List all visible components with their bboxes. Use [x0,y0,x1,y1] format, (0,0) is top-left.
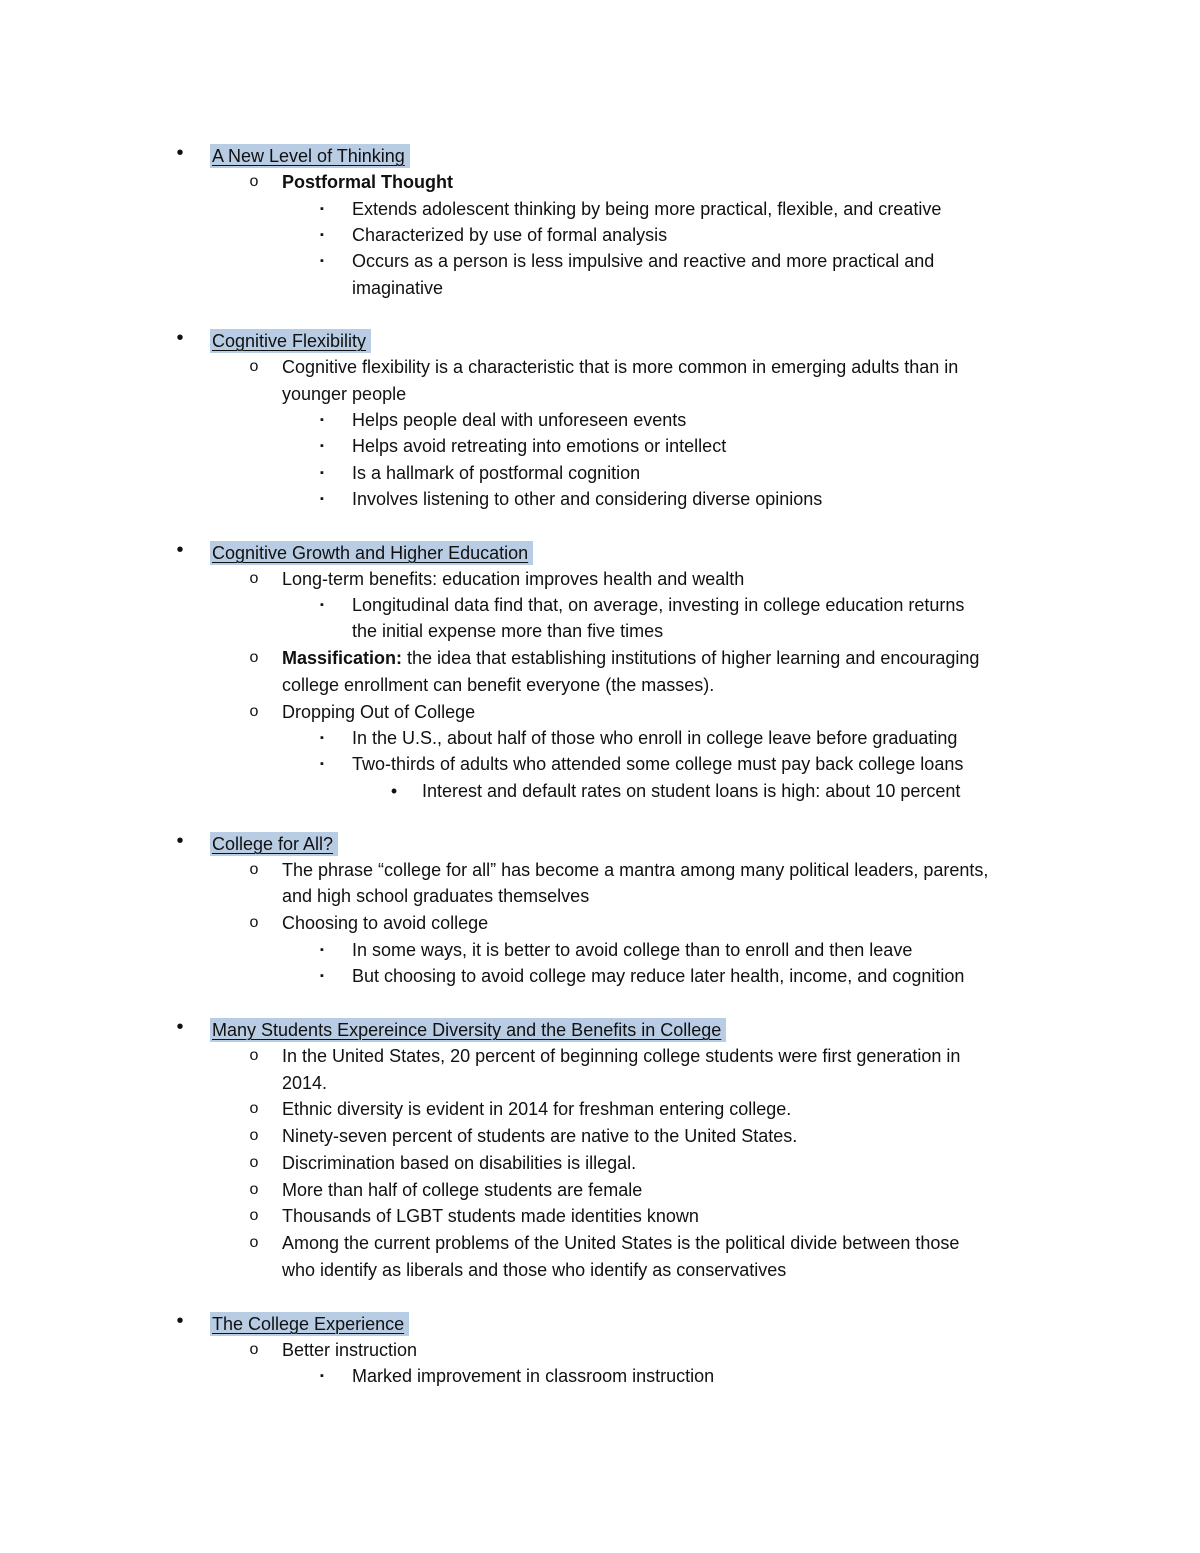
list-item [282,645,979,671]
level4-bullet: • [390,781,398,801]
list-item: More than half of college students are female [282,1180,643,1200]
list-item: Characterized by use of formal analysis [352,225,668,245]
list-item: Is a hallmark of postformal cognition [352,463,641,483]
list-item: Choosing to avoid college [282,913,489,933]
list-item: Marked improvement in classroom instruction [352,1366,715,1386]
list-item: In the United States, 20 percent of beginning college students were first generation in [282,1046,961,1066]
level2-bullet: o [249,1341,259,1358]
level2-bullet: o [249,358,259,375]
list-item: Discrimination based on disabilities is illegal. [282,1153,637,1173]
list-item: Ninety-seven percent of students are native to the United States. [282,1126,798,1146]
list-item: The phrase “college for all” has become a mantra among many political leaders, parents, [282,860,989,880]
list-item-continuation: younger people [282,384,407,404]
level2-bullet: o [249,703,259,720]
list-item: Thousands of LGBT students made identities known [282,1206,699,1226]
list-item: Interest and default rates on student loans is high: about 10 percent [422,781,961,801]
level3-bullet: ▪ [320,414,324,426]
section-heading [210,1311,409,1337]
list-item: Helps people deal with unforeseen events [352,410,687,430]
level1-bullet: • [176,1016,184,1038]
heading-text: A New Level of Thinking [210,144,410,168]
heading-text: College for All? [210,832,338,856]
list-item-continuation: the initial expense more than five times [352,621,664,641]
level2-bullet: o [249,1047,259,1064]
list-item: Longitudinal data find that, on average, investing in college education returns [352,595,965,615]
section-heading [210,831,338,857]
list-item: Occurs as a person is less impulsive and reactive and more practical and [352,251,935,271]
level2-bullet: o [249,1100,259,1117]
section-heading [210,143,410,169]
level3-bullet: ▪ [320,758,324,770]
level2-bullet: o [249,1234,259,1251]
list-item-continuation: and high school graduates themselves [282,886,590,906]
list-item-continuation: imaginative [352,278,444,298]
level3-bullet: ▪ [320,970,324,982]
level2-bullet: o [249,1181,259,1198]
heading-text: Many Students Expereince Diversity and the Benefits in College [210,1018,726,1042]
level1-bullet: • [176,327,184,349]
level2-bullet: o [249,173,259,190]
level3-bullet: ▪ [320,467,324,479]
list-item: In the U.S., about half of those who enroll in college leave before graduating [352,728,958,748]
level3-bullet: ▪ [320,599,324,611]
list-item: Two-thirds of adults who attended some college must pay back college loans [352,754,964,774]
level2-bullet: o [249,1127,259,1144]
list-item-continuation: who identify as liberals and those who identify as conservatives [282,1260,787,1280]
list-item: Cognitive flexibility is a characteristic that is more common in emerging adults than in [282,357,959,377]
list-item: In some ways, it is better to avoid college than to enroll and then leave [352,940,913,960]
list-item: Helps avoid retreating into emotions or intellect [352,436,727,456]
level2-bullet: o [249,1207,259,1224]
list-item: Postformal Thought [282,172,453,192]
level2-bullet: o [249,649,259,666]
level3-bullet: ▪ [320,203,324,215]
level3-bullet: ▪ [320,440,324,452]
heading-text: The College Experience [210,1312,409,1336]
term-definition: the idea that establishing institutions of higher learning and encouraging [402,648,980,668]
section-heading [210,1017,726,1043]
level1-bullet: • [176,830,184,852]
list-item: Dropping Out of College [282,702,476,722]
level2-bullet: o [249,1154,259,1171]
list-item: But choosing to avoid college may reduce later health, income, and cognition [352,966,965,986]
list-item: Extends adolescent thinking by being more practical, flexible, and creative [352,199,942,219]
level3-bullet: ▪ [320,255,324,267]
list-item-continuation: 2014. [282,1073,328,1093]
list-item-continuation: college enrollment can benefit everyone (the masses). [282,675,715,695]
level2-bullet: o [249,861,259,878]
level3-bullet: ▪ [320,732,324,744]
level3-bullet: ▪ [320,493,324,505]
term-label: Massification: [282,648,403,668]
heading-text: Cognitive Flexibility [210,329,371,353]
level3-bullet: ▪ [320,1370,324,1382]
list-item: Involves listening to other and considering diverse opinions [352,489,823,509]
level2-bullet: o [249,914,259,931]
level2-bullet: o [249,570,259,587]
list-item: Among the current problems of the United States is the political divide between those [282,1233,960,1253]
level1-bullet: • [176,539,184,561]
level1-bullet: • [176,142,184,164]
list-item: Long-term benefits: education improves health and wealth [282,569,745,589]
level1-bullet: • [176,1310,184,1332]
list-item: Better instruction [282,1340,418,1360]
level3-bullet: ▪ [320,944,324,956]
list-item: Ethnic diversity is evident in 2014 for freshman entering college. [282,1099,792,1119]
heading-text: Cognitive Growth and Higher Education [210,541,533,565]
level3-bullet: ▪ [320,229,324,241]
section-heading [210,540,533,566]
section-heading [210,328,371,354]
